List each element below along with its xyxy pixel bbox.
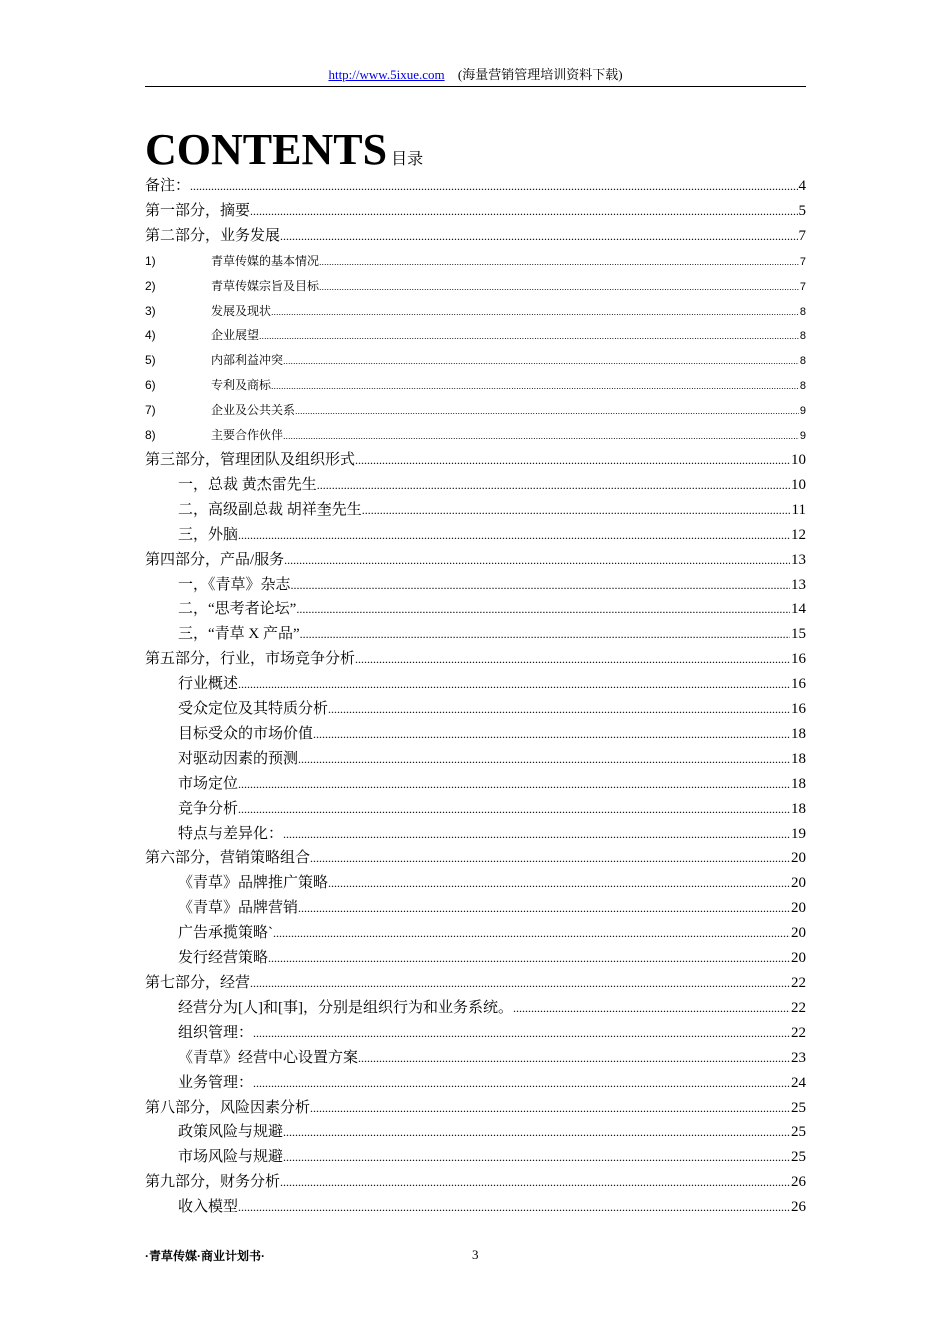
toc-dot-leader — [238, 797, 790, 822]
toc-entry-label — [178, 871, 328, 896]
toc-entry[interactable] — [145, 323, 806, 348]
toc-entry-label — [178, 1145, 283, 1170]
toc-dot-leader — [280, 224, 797, 249]
toc-entry-page: 8 — [799, 330, 806, 343]
toc-entry[interactable] — [145, 946, 806, 971]
toc-entry-page: 5 — [798, 202, 806, 219]
toc-entry-text: 市场风险与规避 — [178, 1149, 284, 1166]
toc-entry-label — [178, 822, 283, 847]
toc-entry-page: 16 — [791, 676, 806, 693]
toc-entry-page: 7 — [798, 227, 806, 244]
toc-entry-label — [178, 797, 238, 822]
toc-dot-leader — [253, 1021, 790, 1046]
toc-entry[interactable] — [145, 697, 806, 722]
toc-dot-leader — [296, 597, 790, 622]
toc-entry[interactable] — [145, 1046, 806, 1071]
toc-entry-page: 7 — [799, 280, 806, 293]
toc-dot-leader — [298, 896, 790, 921]
toc-entry-text: 备注： — [145, 178, 191, 194]
toc-entry[interactable] — [145, 1021, 806, 1046]
toc-entry[interactable] — [145, 348, 806, 373]
toc-entry-text: 《青草》经营中心设置方案 — [178, 1049, 359, 1066]
toc-entry-text: 三，外脑 — [178, 526, 239, 543]
toc-dot-leader — [283, 424, 799, 448]
toc-entry-label — [145, 299, 271, 324]
toc-dot-leader — [259, 324, 799, 348]
toc-entry-label — [178, 1021, 253, 1046]
toc-entry[interactable] — [145, 373, 806, 398]
toc-dot-leader — [283, 349, 799, 373]
toc-entry-label — [145, 224, 280, 249]
toc-entry-text: 一，总裁 黄杰雷先生 — [178, 476, 317, 493]
toc-entry-text: 第九部分，财务分析 — [145, 1174, 281, 1191]
toc-entry[interactable] — [145, 1170, 806, 1195]
toc-entry-page: 20 — [791, 850, 806, 867]
toc-dot-leader — [291, 573, 790, 598]
toc-dot-leader — [253, 1071, 790, 1096]
toc-entry-text: 第五部分，行业，市场竞争分析 — [145, 651, 356, 668]
toc-entry-text: 二，“思考者论坛” — [178, 601, 297, 618]
toc-entry-text: 青草传媒的基本情况 — [211, 253, 320, 268]
toc-entry-page: 13 — [791, 576, 806, 593]
toc-entry-label — [145, 323, 259, 348]
toc-entry-text: 第七部分，经营 — [145, 975, 251, 991]
toc-entry-text: 行业概述 — [178, 676, 239, 693]
toc-entry[interactable] — [145, 672, 806, 697]
toc-entry-page: 20 — [791, 925, 806, 942]
toc-dot-leader — [355, 448, 790, 473]
toc-entry[interactable] — [145, 448, 806, 473]
toc-entry-label — [178, 573, 291, 598]
toc-dot-leader — [313, 722, 790, 747]
toc-entry[interactable] — [145, 896, 806, 921]
toc-entry-page: 18 — [791, 775, 806, 792]
toc-entry-page: 18 — [791, 800, 806, 817]
toc-entry-number: 2) — [145, 278, 156, 293]
toc-entry-text: 青草传媒宗旨及目标 — [211, 278, 320, 293]
toc-entry-label — [178, 722, 313, 747]
toc-dot-leader — [358, 1046, 790, 1071]
toc-entry[interactable] — [145, 174, 806, 199]
toc-entry-label — [178, 622, 300, 647]
toc-entry-text: 企业及公共关系 — [211, 403, 296, 418]
toc-entry-label — [178, 772, 238, 797]
toc-entry-page: 20 — [791, 875, 806, 892]
toc-dot-leader — [283, 1120, 790, 1145]
toc-entry-text: 竞争分析 — [178, 800, 239, 817]
toc-dot-leader — [268, 946, 790, 971]
toc-entry[interactable] — [145, 1195, 806, 1220]
site-url-link[interactable]: http://www.5ixue.com — [328, 67, 445, 82]
toc-entry-page: 11 — [791, 501, 806, 518]
toc-dot-leader — [280, 1170, 790, 1195]
toc-entry-label — [178, 921, 273, 946]
toc-entry[interactable] — [145, 971, 806, 996]
toc-entry[interactable] — [145, 1145, 806, 1170]
toc-entry[interactable] — [145, 1071, 806, 1096]
toc-entry-page: 12 — [791, 526, 806, 543]
toc-entry-label — [145, 548, 284, 573]
toc-dot-leader — [284, 548, 790, 573]
toc-entry[interactable] — [145, 871, 806, 896]
toc-entry[interactable] — [145, 299, 806, 324]
toc-dot-leader — [238, 523, 790, 548]
toc-dot-leader — [271, 374, 799, 398]
toc-entry[interactable] — [145, 996, 806, 1021]
toc-entry[interactable] — [145, 822, 806, 847]
toc-entry-text: 第四部分，产品/服务 — [145, 551, 285, 568]
toc-entry-text: 经营分为[人]和[事]，分别是组织行为和业务系统。 — [178, 999, 513, 1016]
toc-entry-text: 第二部分，业务发展 — [145, 227, 281, 244]
toc-entry-page: 22 — [791, 975, 806, 991]
toc-entry-page: 20 — [791, 900, 806, 917]
toc-entry-page: 9 — [799, 405, 806, 418]
toc-entry-label — [178, 523, 238, 548]
toc-entry-page: 18 — [791, 750, 806, 767]
toc-dot-leader — [190, 174, 797, 199]
toc-entry-label — [178, 1071, 253, 1096]
toc-dot-leader — [283, 1145, 790, 1170]
toc-entry-text: 对驱动因素的预测 — [178, 750, 299, 767]
toc-dot-leader — [271, 300, 799, 324]
toc-entry[interactable] — [145, 274, 806, 299]
toc-entry-text: 广告承揽策略` — [178, 925, 273, 942]
toc-entry-page: 8 — [799, 380, 806, 393]
toc-entry-label — [178, 1120, 283, 1145]
toc-entry[interactable] — [145, 473, 806, 498]
toc-dot-leader — [238, 772, 790, 797]
toc-entry-label — [145, 423, 283, 448]
footer-doc-title: ·青草传媒·商业计划书· — [145, 1249, 265, 1263]
page-header — [145, 66, 806, 87]
toc-entry-text: 发展及现状 — [211, 303, 272, 318]
toc-entry-label — [178, 498, 362, 523]
toc-dot-leader — [328, 697, 790, 722]
toc-dot-leader — [328, 871, 790, 896]
toc-entry[interactable] — [145, 797, 806, 822]
toc-entry-label — [178, 1195, 238, 1220]
toc-entry-label — [178, 946, 268, 971]
toc-entry[interactable] — [145, 622, 806, 647]
toc-dot-leader — [319, 275, 799, 299]
toc-entry-page: 23 — [791, 1049, 806, 1066]
toc-entry-label — [178, 672, 238, 697]
toc-entry-page: 10 — [791, 476, 806, 493]
header-note: (海量营销管理培训资料下载) — [457, 67, 623, 82]
toc-entry[interactable] — [145, 921, 806, 946]
toc-entry[interactable] — [145, 647, 806, 672]
toc-entry-page: 13 — [791, 551, 806, 568]
toc-entry-page: 18 — [791, 725, 806, 742]
toc-dot-leader — [250, 199, 797, 224]
toc-entry-page: 22 — [791, 1024, 806, 1041]
toc-entry-text: 收入模型 — [178, 1199, 239, 1216]
toc-entry-number: 7) — [145, 403, 156, 418]
toc-dot-leader — [300, 622, 790, 647]
footer-page-number: 3 — [472, 1247, 479, 1262]
toc-entry-text: 专利及商标 — [211, 378, 272, 393]
toc-entry-page: 26 — [791, 1199, 806, 1216]
toc-entry-label — [178, 1046, 358, 1071]
toc-entry[interactable] — [145, 722, 806, 747]
toc-entry-text: 发行经营策略 — [178, 950, 269, 967]
toc-entry-page: 4 — [798, 178, 806, 194]
toc-entry-text: 内部利益冲突 — [211, 353, 284, 368]
toc-entry-label — [145, 249, 319, 274]
toc-entry[interactable] — [145, 523, 806, 548]
toc-dot-leader — [319, 250, 799, 274]
toc-dot-leader — [295, 399, 799, 423]
toc-entry-label — [178, 597, 296, 622]
toc-entry-text: 第八部分，风险因素分析 — [145, 1099, 311, 1116]
toc-entry-number: 5) — [145, 353, 156, 368]
toc-entry-page: 25 — [791, 1149, 806, 1166]
toc-entry[interactable] — [145, 548, 806, 573]
toc-entry-text: 特点与差异化： — [178, 825, 284, 842]
toc-entry-page: 8 — [799, 355, 806, 368]
toc-entry-text: 第一部分，摘要 — [145, 202, 251, 219]
toc-entry-text: 企业展望 — [211, 328, 260, 343]
toc-entry-label — [145, 1096, 310, 1121]
toc-entry-text: 主要合作伙伴 — [211, 428, 284, 443]
toc-dot-leader — [317, 473, 790, 498]
toc-dot-leader — [310, 846, 790, 871]
toc-entry[interactable] — [145, 224, 806, 249]
toc-dot-leader — [513, 996, 790, 1021]
toc-entry[interactable] — [145, 597, 806, 622]
toc-entry-label — [145, 1170, 280, 1195]
toc-entry-label — [178, 697, 328, 722]
toc-entry-text: 业务管理： — [178, 1074, 254, 1091]
toc-entry-page: 14 — [791, 601, 806, 618]
toc-dot-leader — [355, 647, 790, 672]
toc-entry-text: 三，“青草 X 产品” — [178, 626, 300, 643]
toc-entry-number: 1) — [145, 253, 156, 268]
toc-entry-label — [178, 747, 298, 772]
toc-entry[interactable] — [145, 846, 806, 871]
toc-entry-label — [145, 647, 355, 672]
toc-entry[interactable] — [145, 747, 806, 772]
toc-entry-number: 3) — [145, 303, 156, 318]
title-sub: 目录 — [391, 151, 424, 168]
toc-entry[interactable] — [145, 573, 806, 598]
toc-entry-text: 受众定位及其特质分析 — [178, 701, 329, 718]
toc-entry-label — [178, 896, 298, 921]
toc-entry-label — [145, 448, 355, 473]
toc-entry-text: 组织管理： — [178, 1024, 254, 1041]
toc-entry-text: 《青草》品牌推广策略 — [178, 875, 329, 892]
toc-entry-text: 目标受众的市场价值 — [178, 725, 314, 742]
toc-entry-page: 9 — [799, 430, 806, 443]
toc-entry-label — [145, 199, 250, 224]
toc-entry[interactable] — [145, 199, 806, 224]
title-main: CONTENTS — [145, 125, 388, 174]
toc-entry-text: 二，高级副总裁 胡祥奎先生 — [178, 501, 362, 518]
toc-entry-text: 一，《青草》杂志 — [178, 576, 291, 593]
toc-dot-leader — [238, 672, 790, 697]
toc-entry-label — [145, 398, 295, 423]
toc-entry-page: 22 — [791, 999, 806, 1016]
toc-entry[interactable] — [145, 1096, 806, 1121]
toc-entry-label — [145, 373, 271, 398]
toc-entry-page: 25 — [791, 1124, 806, 1141]
toc-entry-page: 15 — [791, 626, 806, 643]
table-of-contents — [145, 174, 806, 1220]
toc-entry-page: 25 — [791, 1099, 806, 1116]
toc-entry-text: 市场定位 — [178, 775, 239, 792]
toc-entry-page: 7 — [799, 255, 806, 268]
toc-entry-number: 4) — [145, 328, 156, 343]
toc-entry[interactable] — [145, 772, 806, 797]
toc-dot-leader — [362, 498, 791, 523]
toc-entry-page: 24 — [791, 1074, 806, 1091]
toc-entry-label — [145, 174, 190, 199]
toc-entry-label — [178, 996, 513, 1021]
toc-entry-label — [145, 274, 319, 299]
toc-entry-label — [145, 971, 250, 996]
toc-entry-number: 6) — [145, 378, 156, 393]
toc-entry-text: 《青草》品牌营销 — [178, 900, 299, 917]
toc-entry-page: 19 — [791, 825, 806, 842]
toc-entry-page: 10 — [791, 451, 806, 468]
toc-entry-label — [145, 846, 310, 871]
toc-entry-page: 26 — [791, 1174, 806, 1191]
toc-entry-text: 政策风险与规避 — [178, 1124, 284, 1141]
toc-dot-leader — [283, 822, 790, 847]
toc-dot-leader — [273, 921, 790, 946]
toc-dot-leader — [298, 747, 790, 772]
toc-entry[interactable] — [145, 423, 806, 448]
toc-entry-page: 8 — [799, 305, 806, 318]
toc-entry-page: 20 — [791, 950, 806, 967]
toc-entry[interactable] — [145, 249, 806, 274]
toc-entry-label — [145, 348, 283, 373]
toc-entry-text: 第六部分，营销策略组合 — [145, 850, 311, 867]
toc-entry[interactable] — [145, 498, 806, 523]
toc-dot-leader — [310, 1096, 790, 1121]
toc-entry[interactable] — [145, 1120, 806, 1145]
toc-entry-page: 16 — [791, 701, 806, 718]
toc-dot-leader — [238, 1195, 790, 1220]
toc-entry-label — [178, 473, 317, 498]
toc-entry-page: 16 — [791, 651, 806, 668]
toc-entry-number: 8) — [145, 428, 156, 443]
toc-dot-leader — [250, 971, 790, 996]
toc-entry[interactable] — [145, 398, 806, 423]
toc-entry-text: 第三部分，管理团队及组织形式 — [145, 451, 356, 468]
